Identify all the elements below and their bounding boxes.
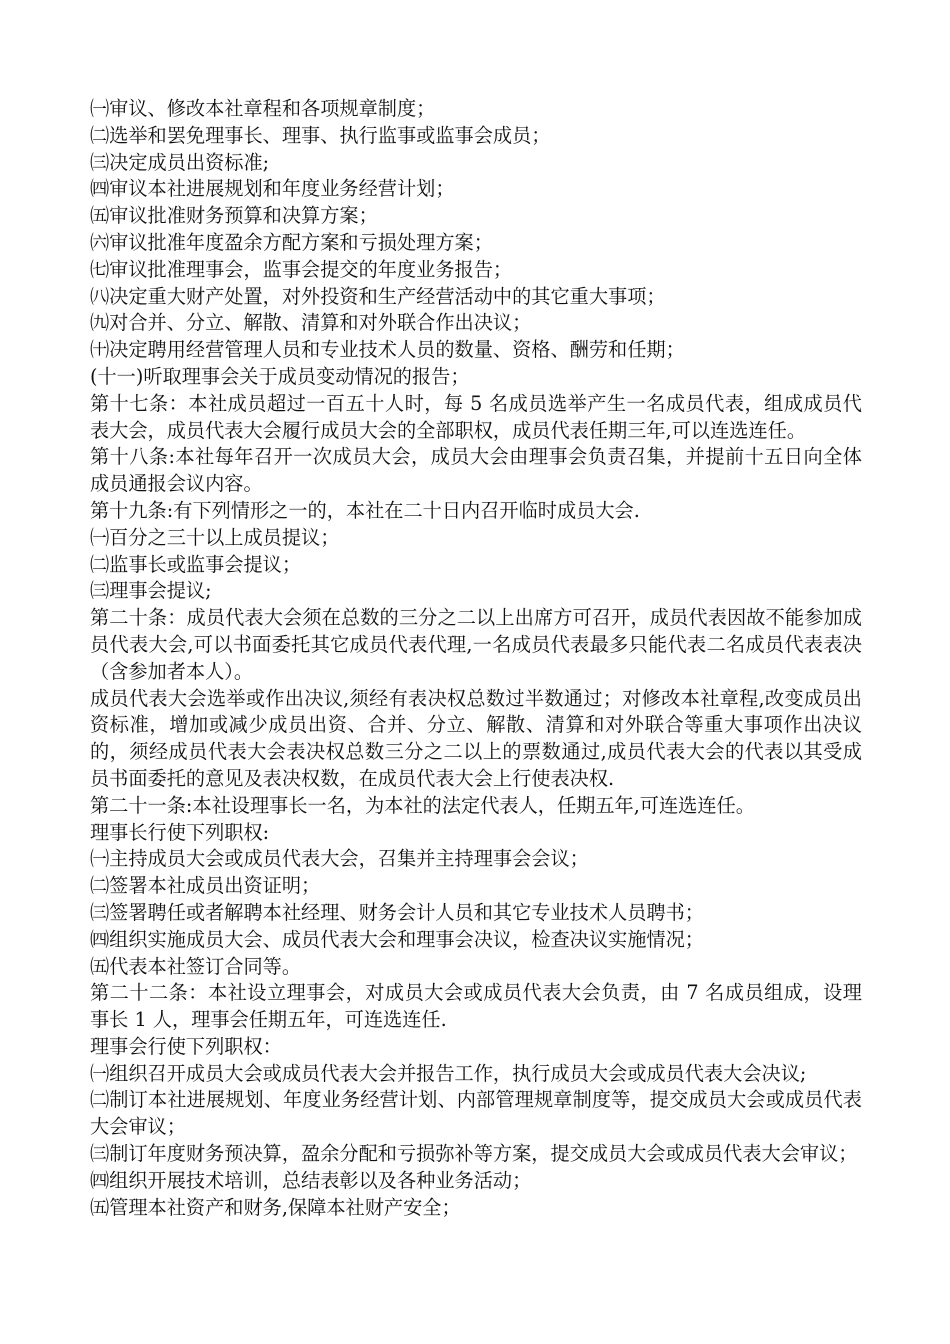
text-line: 理事会行使下列职权： bbox=[90, 1034, 282, 1058]
text-line: ㈣审议本社进展规划和年度业务经营计划； bbox=[90, 177, 455, 201]
text-line: ㈠组织召开成员大会或成员代表大会并报告工作，执行成员大会或成员代表大会决议; bbox=[90, 1061, 807, 1085]
text-line: ㈠主持成员大会或成员代表大会，召集并主持理事会会议； bbox=[90, 847, 589, 871]
text-line: ㈧决定重大财产处置，对外投资和生产经营活动中的其它重大事项； bbox=[90, 284, 666, 308]
text-line: ㈣组织开展技术培训，总结表彰以及各种业务活动； bbox=[90, 1168, 532, 1192]
article-20: 第二十条：成员代表大会须在总数的三分之二以上出席方可召开，成员代表因故不能参加成员代表大会,可以书面委托其它成员代表代理,一名成员代表最多只能代表二名成员代表表决（含参加者本人）。 bbox=[90, 606, 862, 683]
text-line: ㈦审议批准理事会，监事会提交的年度业务报告； bbox=[90, 257, 513, 281]
text-line: ㈢理事会提议; bbox=[90, 579, 212, 603]
text-line: 理事长行使下列职权: bbox=[90, 820, 270, 844]
text-line: ㈢制订年度财务预决算，盈余分配和亏损弥补等方案，提交成员大会或成员代表大会审议； bbox=[90, 1142, 858, 1166]
text-line: ㈠百分之三十以上成员提议； bbox=[90, 525, 340, 549]
text-line: ㈣组织实施成员大会、成员代表大会和理事会决议，检查决议实施情况； bbox=[90, 927, 704, 951]
text-line: (十一)听取理事会关于成员变动情况的报告； bbox=[90, 364, 470, 388]
text-line: ㈤代表本社签订合同等。 bbox=[90, 954, 302, 978]
text-line: ㈤管理本社资产和财务,保障本社财产安全； bbox=[90, 1195, 461, 1219]
text-line: ㈡监事长或监事会提议； bbox=[90, 552, 302, 576]
text-line: ㈨对合并、分立、解散、清算和对外联合作出决议； bbox=[90, 311, 532, 335]
article-19: 第十九条:有下列情形之一的，本社在二十日内召开临时成员大会. bbox=[90, 498, 640, 522]
article-17: 第十七条：本社成员超过一百五十人时，每 5 名成员选举产生一名成员代表，组成成员代表大会，成员代表大会履行成员大会的全部职权，成员代表任期三年,可以连选连任。 bbox=[90, 391, 862, 442]
text-line: ㈤审议批准财务预算和决算方案； bbox=[90, 204, 378, 228]
text-line: ㈠审议、修改本社章程和各项规章制度； bbox=[90, 97, 436, 120]
text-line: ㈩决定聘用经营管理人员和专业技术人员的数量、资格、酬劳和任期； bbox=[90, 338, 685, 362]
text-line: ㈡签署本社成员出资证明； bbox=[90, 874, 321, 898]
article-22: 第二十二条：本社设立理事会，对成员大会或成员代表大会负责，由 7 名成员组成，设理事长 1 人，理事会任期五年，可连选连任. bbox=[90, 981, 862, 1032]
text-line: ㈢决定成员出资标准; bbox=[90, 150, 270, 174]
text-line: ㈡制订本社进展规划、年度业务经营计划、内部管理规章制度等，提交成员大会或成员代表大会审议； bbox=[90, 1088, 862, 1139]
article-18: 第十八条:本社每年召开一次成员大会，成员大会由理事会负责召集，并提前十五日向全体成员通报会议内容。 bbox=[90, 445, 862, 496]
article-21: 第二十一条:本社设理事长一名，为本社的法定代表人，任期五年,可连选连任。 bbox=[90, 793, 755, 817]
text-line: ㈥审议批准年度盈余方配方案和亏损处理方案； bbox=[90, 230, 493, 254]
article-20-paragraph-2: 成员代表大会选举或作出决议,须经有表决权总数过半数通过；对修改本社章程,改变成员出资标准，增加或减少成员出资、合并、分立、解散、清算和对外联合等重大事项作出决议的，须经成员代表大会表决权总数三分之二以上的票数通过,成员代表大会的代表以其受成员书面委托的意见及表决权数，在成员代表大会上行使表决权. bbox=[90, 686, 862, 790]
text-line: ㈢签署聘任或者解聘本社经理、财务会计人员和其它专业技术人员聘书； bbox=[90, 900, 704, 924]
document-body bbox=[90, 96, 862, 1221]
text-line: ㈡选举和罢免理事长、理事、执行监事或监事会成员； bbox=[90, 123, 551, 147]
